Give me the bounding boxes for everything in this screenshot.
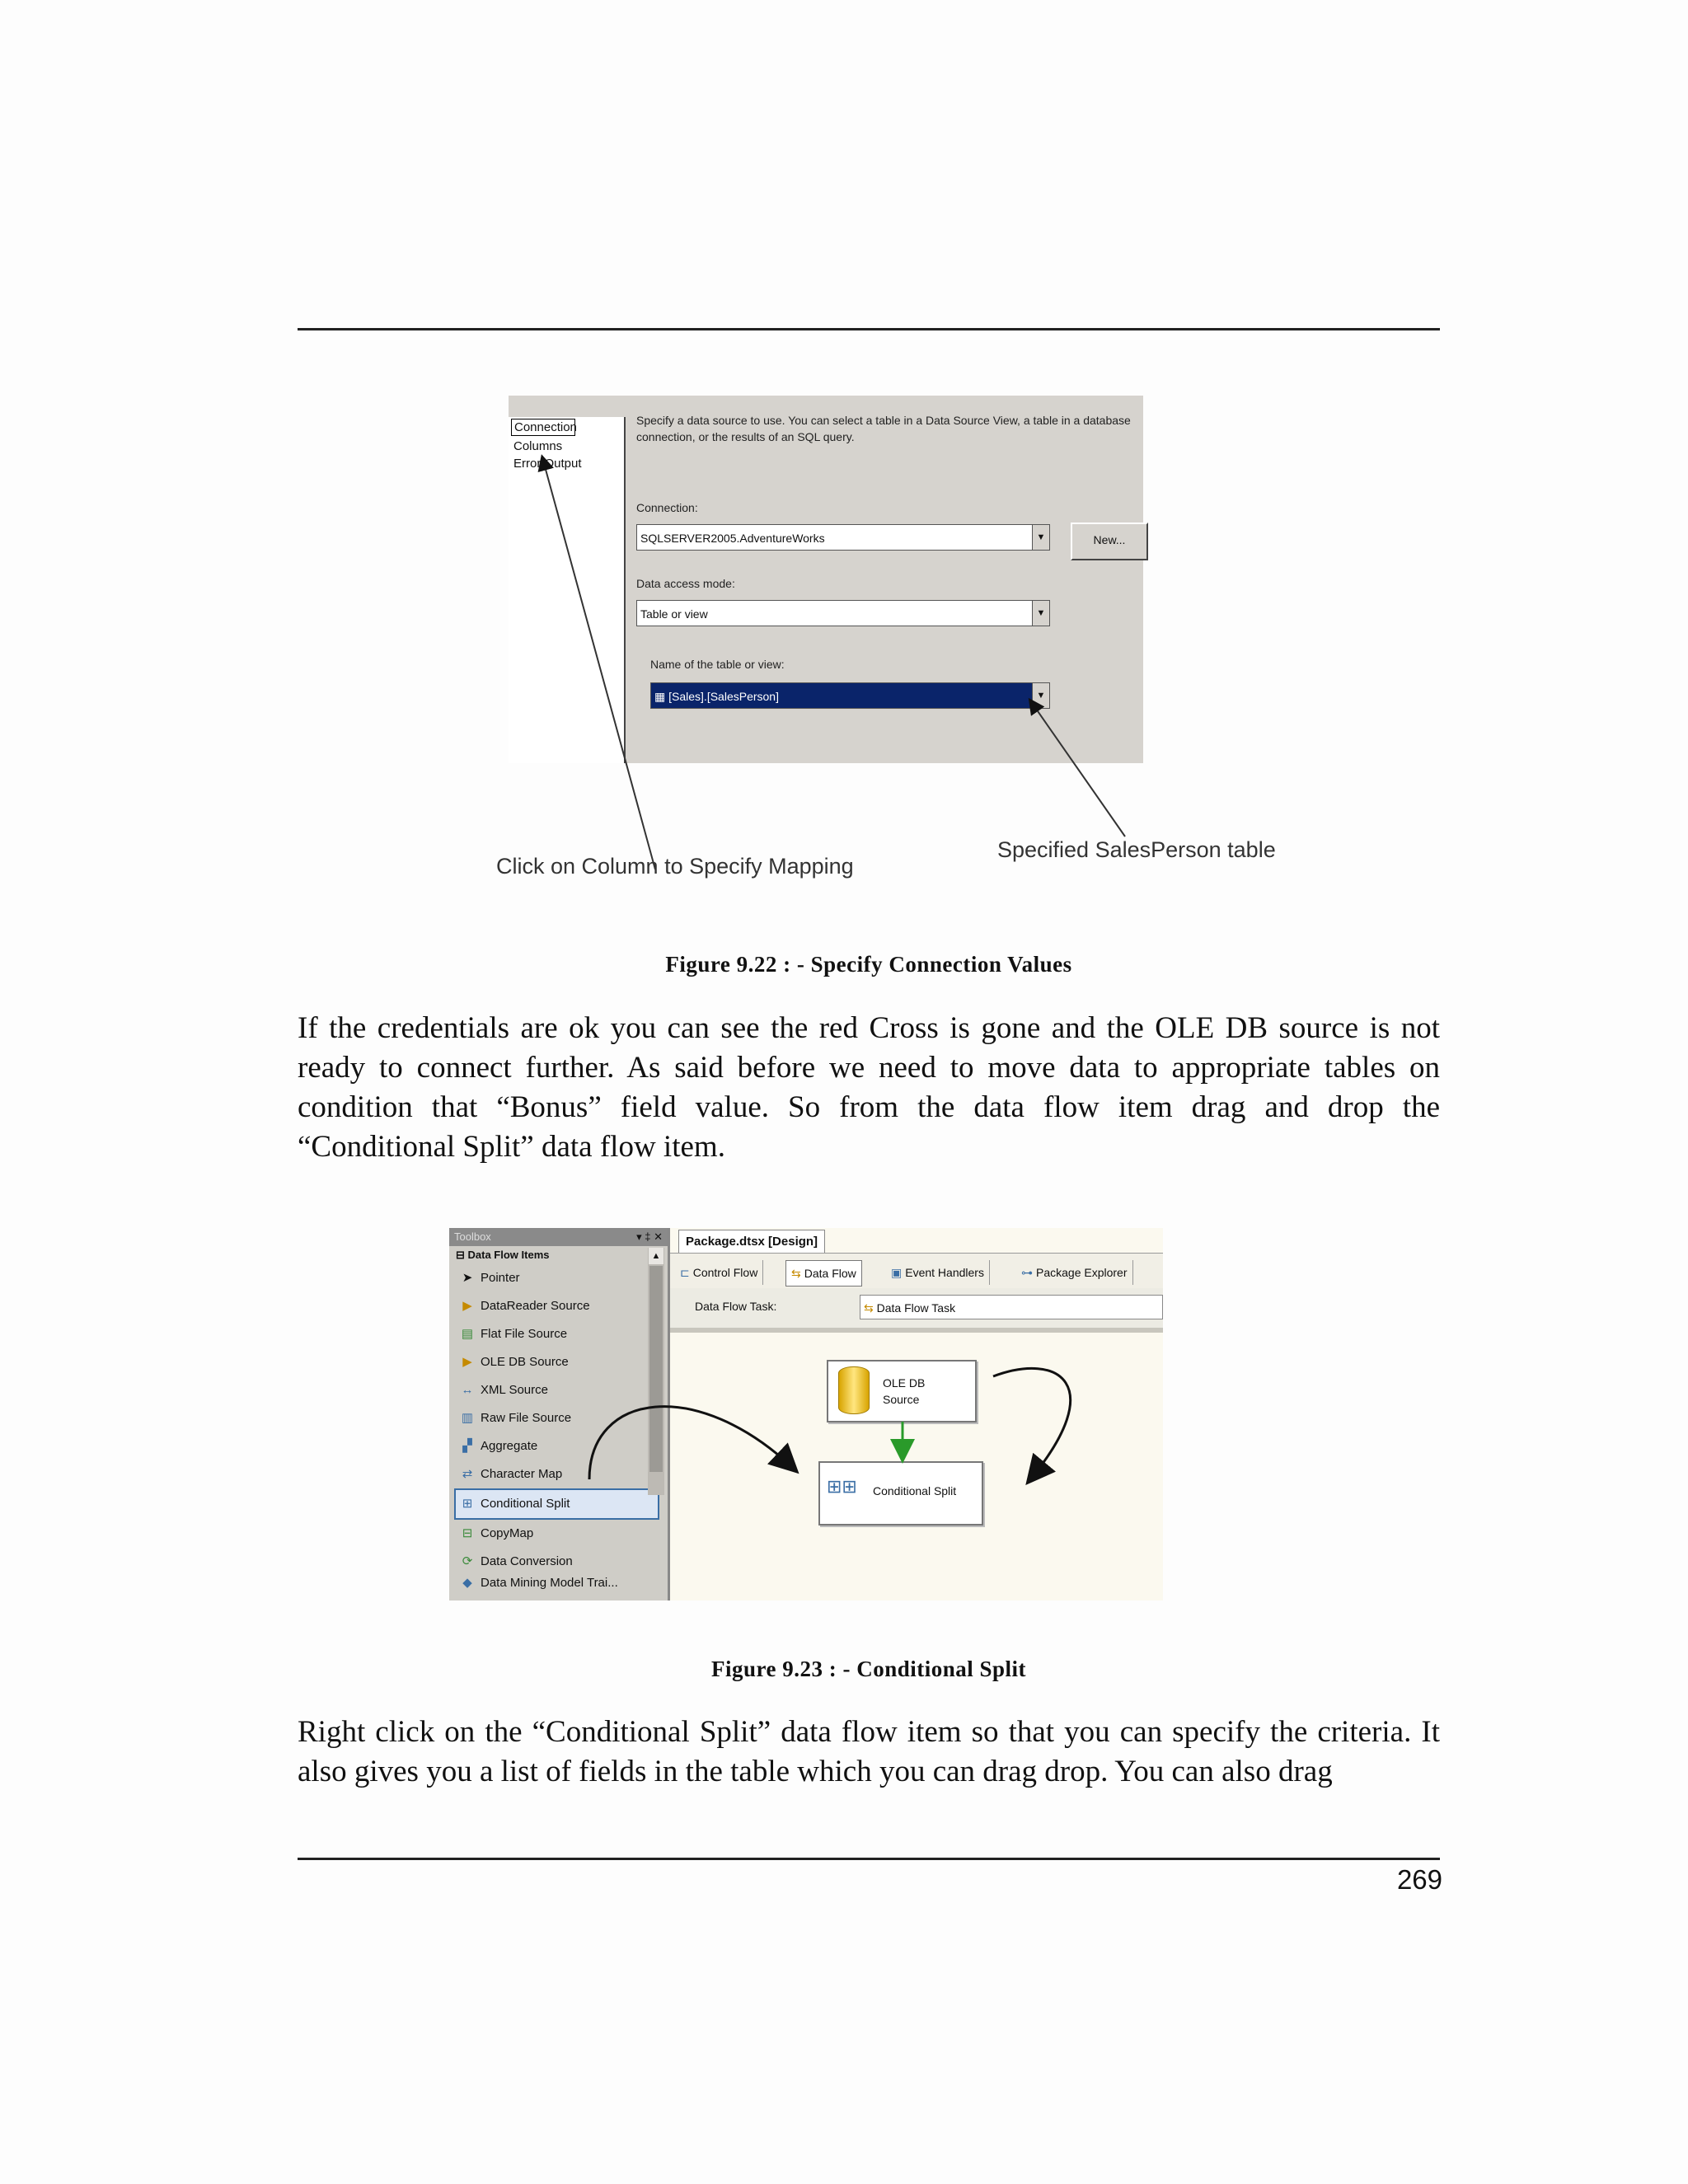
figure-connection-values bbox=[462, 387, 1286, 898]
page-number: 269 bbox=[1396, 1864, 1442, 1895]
data-flow-task-value: Data Flow Task bbox=[876, 1301, 956, 1315]
data-mining-icon: ◆ bbox=[462, 1576, 472, 1590]
page-connection[interactable]: Connection bbox=[511, 419, 575, 436]
page-columns[interactable]: Columns bbox=[513, 439, 563, 453]
datareader-source-icon: ▶ bbox=[462, 1299, 472, 1313]
new-connection-button[interactable]: New... bbox=[1071, 523, 1148, 560]
annotation-arrows bbox=[462, 387, 1286, 898]
toolbox-item-label: DataReader Source bbox=[481, 1299, 590, 1313]
annotation-click-columns: Click on Column to Specify Mapping bbox=[496, 854, 854, 879]
aggregate-icon: ▞ bbox=[462, 1439, 472, 1453]
collapse-icon[interactable]: ⊟ bbox=[456, 1249, 468, 1261]
data-flow-icon: ⇆ bbox=[791, 1267, 801, 1280]
toolbox-item-label: Conditional Split bbox=[481, 1497, 570, 1511]
toolbox-item-label: CopyMap bbox=[481, 1526, 534, 1540]
chevron-down-icon[interactable]: ▼ bbox=[1032, 683, 1049, 708]
toolbox-item-label: Data Conversion bbox=[481, 1554, 573, 1568]
drag-arrow-right bbox=[993, 1368, 1071, 1479]
package-explorer-icon: ⊶ bbox=[1021, 1266, 1033, 1279]
xml-source-icon: ↔ bbox=[461, 1383, 474, 1397]
chevron-down-icon[interactable]: ▼ bbox=[1032, 525, 1049, 550]
toolbox-window-controls[interactable]: ▾ ‡ ✕ bbox=[636, 1230, 663, 1243]
toolbox-item-label: Flat File Source bbox=[481, 1327, 568, 1341]
toolbox-item-label: Aggregate bbox=[481, 1439, 538, 1453]
tab-label: Package Explorer bbox=[1036, 1266, 1128, 1279]
paragraph-2: Right click on the “Conditional Split” data flow item so that you can specify the criteria. It also gives you a list of fields in the table which you can drag drop. You can also drag bbox=[298, 1715, 1440, 1788]
toolbox-item-label: Character Map bbox=[481, 1467, 563, 1481]
chevron-down-icon[interactable]: ▼ bbox=[1032, 601, 1049, 626]
connection-value: SQLSERVER2005.AdventureWorks bbox=[640, 532, 825, 545]
connection-label: Connection: bbox=[636, 501, 698, 514]
table-icon: ▦ bbox=[654, 690, 669, 703]
toolbox-section-label: Data Flow Items bbox=[467, 1249, 550, 1261]
access-mode-label: Data access mode: bbox=[636, 577, 735, 590]
event-handlers-icon: ▣ bbox=[891, 1266, 903, 1279]
raw-file-source-icon: ▥ bbox=[461, 1411, 474, 1425]
control-flow-icon: ⊏ bbox=[680, 1266, 690, 1279]
data-flow-task-icon: ⇆ bbox=[864, 1301, 877, 1315]
table-name-label: Name of the table or view: bbox=[650, 658, 785, 671]
toolbox-item-label: Raw File Source bbox=[481, 1411, 572, 1425]
paragraph-1: If the credentials are ok you can see the red Cross is gone and the OLE DB source is not ready to connect further. As said before we need to move data to appropriate tables on condition that “Bonus” field value. So from the data flow item drag and drop the “Conditional Split” data flow item. bbox=[298, 1011, 1440, 1164]
toolbox-item-label: Data Mining Model Trai... bbox=[481, 1576, 618, 1590]
figure-caption-923: Figure 9.23 : - Conditional Split bbox=[710, 1657, 1027, 1681]
annotation-salesperson-table: Specified SalesPerson table bbox=[997, 837, 1276, 862]
tab-label: Data Flow bbox=[804, 1267, 856, 1280]
conditional-split-node-label: Conditional Split bbox=[873, 1484, 957, 1497]
data-conversion-icon: ⟳ bbox=[462, 1554, 473, 1568]
conditional-split-icon: ⊞⊞ bbox=[827, 1476, 857, 1497]
page-error-output[interactable]: Error Output bbox=[513, 457, 582, 471]
toolbox-title: Toolbox bbox=[454, 1230, 491, 1243]
arrow-to-table bbox=[1030, 701, 1125, 837]
figure-conditional-split bbox=[449, 1228, 1163, 1601]
figure-caption-922: Figure 9.22 : - Specify Connection Values bbox=[665, 952, 1072, 977]
toolbox-item-label: Pointer bbox=[481, 1271, 520, 1285]
toolbox-item-label: XML Source bbox=[481, 1383, 548, 1397]
data-flow-task-label: Data Flow Task: bbox=[695, 1300, 777, 1313]
header-rule bbox=[298, 328, 1440, 330]
document-tab-package[interactable]: Package.dtsx [Design] bbox=[678, 1230, 825, 1254]
dialog-instruction: Specify a data source to use. You can select a table in a Data Source View, a table in a database connection, or the results of an SQL query. bbox=[636, 414, 1131, 443]
footer-rule bbox=[298, 1858, 1440, 1860]
drag-arrow-toolbox bbox=[589, 1407, 794, 1479]
node-label-line: OLE DB bbox=[883, 1376, 926, 1390]
access-mode-value: Table or view bbox=[640, 607, 708, 621]
table-name-value: [Sales].[SalesPerson] bbox=[668, 690, 779, 703]
ole-db-source-icon: ▶ bbox=[462, 1355, 472, 1369]
tab-label: Event Handlers bbox=[905, 1266, 984, 1279]
tab-label: Control Flow bbox=[692, 1266, 758, 1279]
arrow-to-columns bbox=[542, 457, 655, 869]
scroll-up-icon[interactable]: ▲ bbox=[649, 1248, 663, 1264]
conditional-split-icon: ⊞ bbox=[462, 1497, 473, 1511]
character-map-icon: ⇄ bbox=[462, 1467, 473, 1481]
flat-file-source-icon: ▤ bbox=[461, 1327, 474, 1341]
node-label-line: Source bbox=[883, 1393, 920, 1406]
copymap-icon: ⊟ bbox=[462, 1526, 473, 1540]
pointer-icon: ➤ bbox=[462, 1271, 473, 1285]
toolbox-item-label: OLE DB Source bbox=[481, 1355, 569, 1369]
drag-arrows bbox=[449, 1228, 1163, 1601]
